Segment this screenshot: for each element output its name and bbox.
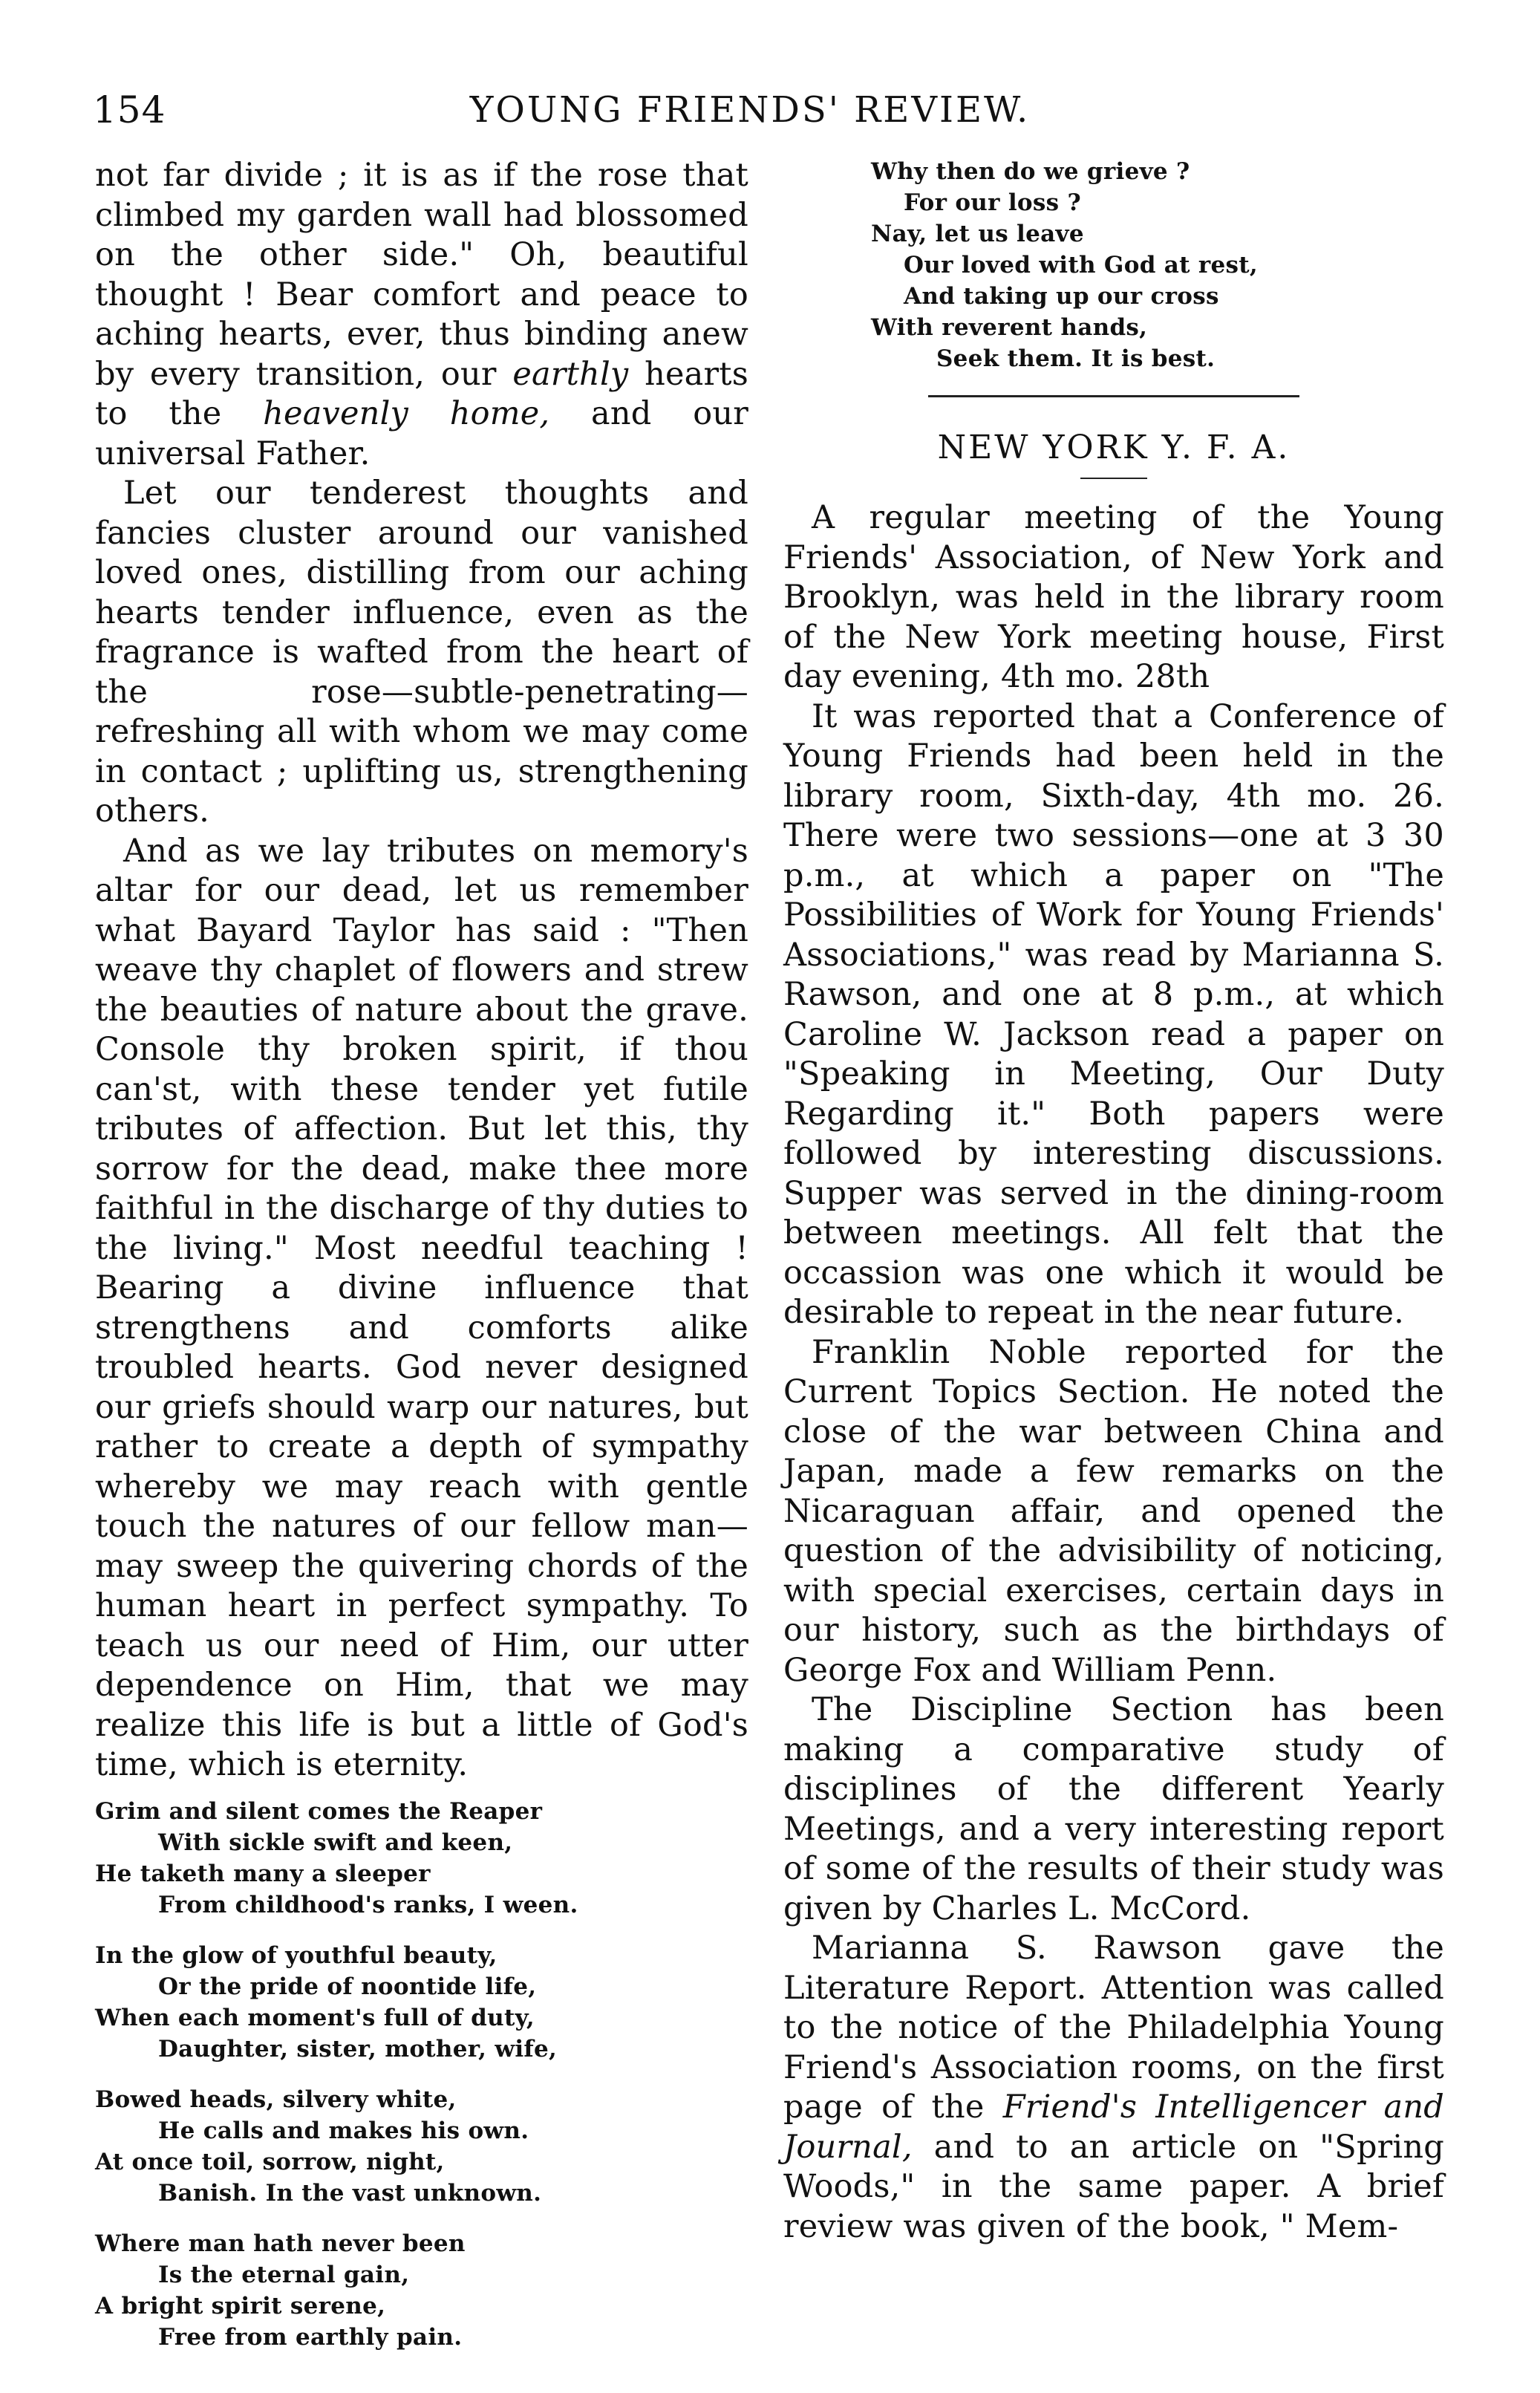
poem-reaper	[95, 1796, 748, 2353]
poem-line: Or the pride of noontide life,	[158, 1973, 537, 2000]
poem-line: With reverent hands,	[871, 314, 1148, 341]
page-number: 154	[93, 88, 166, 131]
poem-line: Where man hath never been	[95, 2230, 466, 2257]
poem-ending	[783, 156, 1444, 374]
poem-line: Seek them. It is best.	[936, 345, 1216, 372]
poem-line: For our loss ?	[904, 189, 1081, 216]
poem-line: He taketh many a sleeper	[95, 1860, 431, 1887]
running-head: YOUNG FRIENDS' REVIEW.	[469, 89, 1031, 131]
poem-stanza	[95, 2228, 748, 2353]
emphasis-heavenly-home: heavenly home,	[263, 395, 550, 432]
title-underline	[1080, 478, 1147, 479]
poem-line: Grim and silent comes the Reaper	[95, 1797, 543, 1825]
right-paragraph-5: Marianna S. Rawson gave the Literature Report. Attention was called to the notice of the Philadelphia Young Friend's Association rooms, on the first page of the Friend's Intelligencer and Journal, and to an article on "Spring Woods," in the same paper. A brief review was given of the book, " Mem-	[783, 1930, 1444, 2245]
right-paragraph-2: It was reported that a Conference of Young Friends had been held in the library room, Sixth-day, 4th mo. 26. There were two sessions—one at 3 30 p.m., at which a paper on "The Possibilities of Work for Young Friends' Associations," was read by Marianna S. Rawson, and one at 8 p.m., at which Caroline W. Jackson read a paper on "Speaking in Meeting, Our Duty Regarding it." Both papers were followed by interesting discussions. Supper was served in the dining-room between meetings. All felt that the occassion was one which it would be desirable to repeat in the near future.	[783, 697, 1444, 1331]
poem-stanza	[95, 1796, 748, 1921]
poem-line: Nay, let us leave	[871, 221, 1084, 247]
poem-line: Is the eternal gain,	[158, 2261, 410, 2288]
section-title: NEW YORK Y. F. A.	[937, 429, 1291, 466]
poem-line: And taking up our cross	[904, 283, 1219, 310]
left-paragraph-3: And as we lay tributes on memory's altar for our dead, let us remember what Bayard Taylor has said : "Then weave thy chaplet of flowers and strew the beauties of nature about the grave. Console thy broken spirit, if thou can'st, with these tender yet futile tributes of affection. But let this, thy sorrow for the dead, make thee more faithful in the discharge of thy duties to the living." Most needful teaching ! Bearing a divine influence that strengthens and comforts alike troubled hearts. God never designed our griefs should warp our natures, but rather to create a depth of sympathy whereby we may reach with gentle touch the natures of our fellow man—may sweep the quivering chords of the human heart in perfect sympathy. To teach us our need of Him, our utter dependence on Him, that we may realize this life is but a little of God's time, which is eternity.	[95, 832, 748, 1783]
right-column	[783, 156, 1444, 2247]
poem-line: Free from earthly pain.	[158, 2323, 463, 2351]
poem-line: Why then do we grieve ?	[871, 158, 1190, 185]
poem-line: In the glow of youthful beauty,	[95, 1941, 497, 1969]
poem-line: Banish. In the vast unknown.	[158, 2179, 542, 2207]
poem-stanza	[95, 1940, 748, 2065]
poem-line: From childhood's ranks, I ween.	[158, 1891, 578, 1918]
poem-line: When each moment's full of duty,	[95, 2004, 535, 2031]
poem-line: Our loved with God at rest,	[904, 252, 1258, 279]
left-paragraph-1: not far divide ; it is as if the rose that climbed my garden wall had blossomed on the other side." Oh, beautiful thought ! Bear comfort and peace to aching hearts, ever, thus binding anew by every transition, our earthly hearts to the heavenly home, and our universal Father.	[95, 157, 749, 472]
poem-line: With sickle swift and keen,	[158, 1829, 513, 1856]
left-paragraph-2: Let our tenderest thoughts and fancies cluster around our vanished loved ones, distilling from our aching hearts tender influence, even as the fragrance is wafted from the heart of the rose—subtle-penetrating—refreshing all with whom we may come in contact ; uplifting us, strengthening others.	[95, 475, 748, 830]
right-paragraph-4: The Discipline Section has been making a comparative study of disciplines of the different Yearly Meetings, and a very interesting report of some of the results of their study was given by Charles L. McCord.	[783, 1691, 1444, 1927]
poem-line: He calls and makes his own.	[158, 2117, 529, 2144]
poem-line: Daughter, sister, mother, wife,	[158, 2035, 558, 2062]
emphasis-journal-title: Friend's Intelligencer and Journal,	[783, 2088, 1444, 2166]
poem-line: A bright spirit serene,	[95, 2292, 386, 2319]
right-paragraph-1: A regular meeting of the Young Friends' Association, of New York and Brooklyn, was held in the library room of the New York meeting house, First day evening, 4th mo. 28th	[783, 499, 1444, 695]
left-column	[95, 156, 748, 2372]
poem-stanza	[95, 2084, 748, 2209]
emphasis-earthly: earthly	[512, 355, 629, 393]
poem-line: At once toil, sorrow, night,	[95, 2148, 445, 2175]
section-divider	[928, 395, 1299, 397]
right-paragraph-3: Franklin Noble reported for the Current Topics Section. He noted the close of the war between China and Japan, made a few remarks on the Nicaraguan affair, and opened the question of the advisibility of noticing, with special exercises, certain days in our history, such as the birthdays of George Fox and William Penn.	[783, 1333, 1444, 1689]
poem-line: Bowed heads, silvery white,	[95, 2086, 457, 2113]
